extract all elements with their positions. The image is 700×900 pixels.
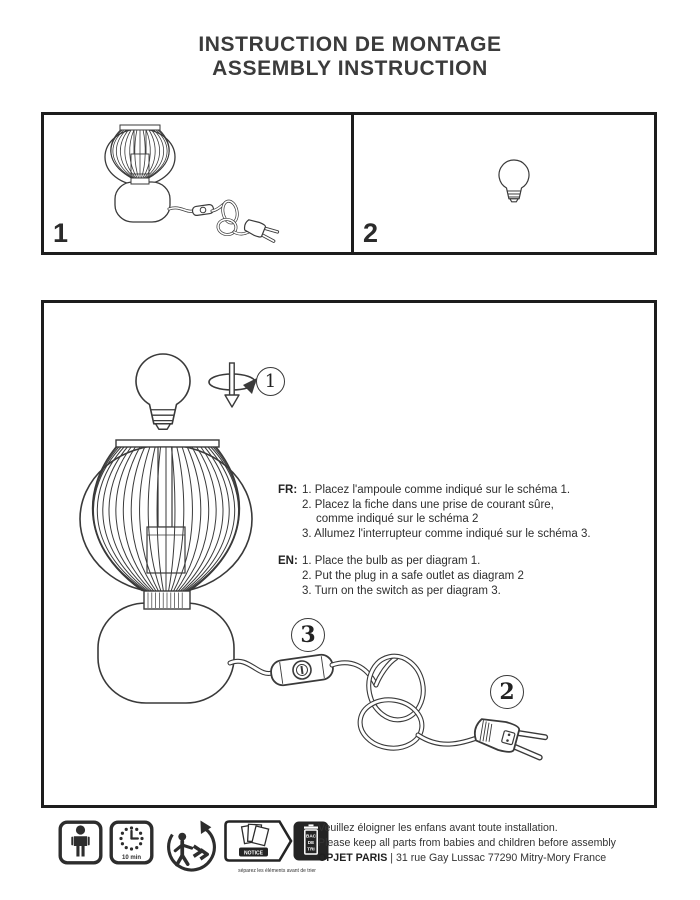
footer-text: [318, 821, 616, 867]
fr-step-1-text: 1. Placez l'ampoule comme indiqué sur le schéma 1.: [302, 484, 571, 496]
leaflets-icon: [242, 824, 269, 845]
fr-step-3: [278, 527, 650, 542]
en-step-1: [278, 554, 650, 569]
diagram-marker-1: 1: [256, 367, 285, 396]
panel-1-number: 1: [53, 218, 69, 248]
warning-en: Please keep all parts from babies and children before assembly: [318, 837, 616, 850]
fr-step-2-text: 2. Placez la fiche dans une prise de courant sûre,: [302, 498, 554, 511]
person-icon: [58, 820, 103, 865]
parts-panels: [41, 112, 657, 255]
panel-2-number: 2: [363, 218, 379, 248]
en-step-2-text: 2. Put the plug in a safe outlet as diagram 2: [302, 569, 524, 582]
title-french: INSTRUCTION DE MONTAGE: [198, 33, 502, 56]
en-step-3-text: 3. Turn on the switch as per diagram 3.: [302, 584, 501, 597]
bin-label-3: TRI: [307, 846, 315, 852]
en-step-3: [278, 584, 650, 599]
lamp-assembled-drawing: [44, 115, 350, 252]
triman-recycling-icon: [162, 820, 216, 877]
assembly-diagram-panel: [41, 300, 657, 808]
sorting-caption: séparez les éléments avant de trier: [238, 868, 316, 874]
en-label: EN:: [278, 555, 298, 568]
fr-label: FR:: [278, 484, 298, 496]
fr-step-2b: [278, 512, 650, 527]
instructions-fr: [278, 483, 650, 541]
brand-name: OPJET PARIS: [318, 852, 388, 865]
sheet-title: [0, 33, 700, 80]
title-english: ASSEMBLY INSTRUCTION: [212, 56, 488, 80]
panel-step-2: [354, 115, 654, 252]
bin-label-1: BAC: [306, 833, 316, 839]
info-tri-icon: [224, 820, 330, 862]
instruction-text: [278, 483, 650, 598]
brand-address-line: [318, 851, 616, 866]
brand-address: | 31 rue Gay Lussac 77290 Mitry-Mory France: [390, 852, 607, 865]
panel-step-1: [44, 115, 354, 252]
instructions-en: [278, 554, 650, 598]
notice-label: NOTICE: [244, 850, 263, 857]
adult-person-icon: [58, 820, 103, 865]
diagram-marker-2: 2: [490, 675, 524, 709]
fr-step-1: [278, 483, 650, 498]
duration-icon: [109, 820, 154, 865]
bin-label-2: DE: [307, 840, 315, 845]
footer: [0, 818, 700, 900]
warning-fr: Veuillez éloigner les enfans avant toute installation.: [318, 822, 558, 834]
fr-step-2b-text: comme indiqué sur le schéma 2: [316, 513, 479, 526]
diagram-marker-3: 3: [291, 618, 325, 652]
fr-step-3-text: 3. Allumez l'interrupteur comme indiqué sur le schéma 3.: [302, 527, 591, 540]
recycling-icon: [162, 820, 216, 872]
en-step-1-text: 1. Place the bulb as per diagram 1.: [302, 555, 481, 568]
bulb-drawing: [354, 115, 657, 252]
duration-label: 10 min: [121, 855, 141, 861]
fr-step-2: [278, 498, 650, 513]
en-step-2: [278, 569, 650, 584]
safety-icons-row: [58, 820, 330, 877]
sorting-instruction-icon: [224, 820, 330, 874]
